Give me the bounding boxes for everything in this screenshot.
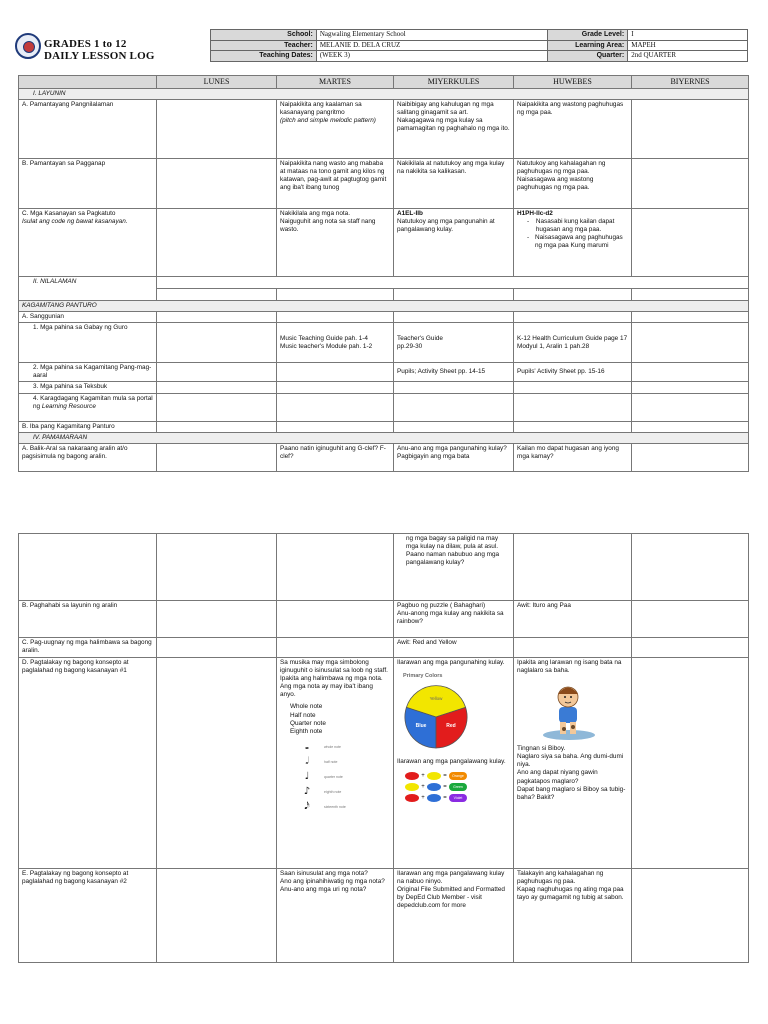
cell (514, 421, 632, 432)
cell: Pupils; Activity Sheet pp. 14-15 (394, 363, 514, 382)
cell: Kailan mo dapat hugasan ang iyong mga kamay? (514, 443, 632, 471)
cell (157, 601, 277, 638)
blue-blob-icon (427, 794, 441, 802)
cell (157, 443, 277, 471)
cell-text: (pitch and simple melodic pattern) (280, 117, 376, 125)
grade-value: I (628, 30, 748, 41)
cell: Natutukoy ang kahalagahan ng paghuhugas ng mga paa. Naisasagawa ang wastong paghuhugas ng mga paa. (514, 159, 632, 209)
day-header: LUNES (157, 76, 277, 89)
cell (632, 363, 749, 382)
cell (394, 209, 514, 277)
cell (157, 638, 277, 658)
section-layunin: I. LAYUNIN (19, 89, 749, 100)
yellow-blob-icon (427, 772, 441, 780)
row-label-kasanayan (19, 209, 157, 277)
cell (632, 421, 749, 432)
row-label-pagtalakay-1: D. Pagtalakay ng bagong konsepto at paglalahad ng bagong kasanayan #1 (19, 658, 157, 869)
row-label-teksbuk: 3. Mga pahina sa Teksbuk (19, 382, 157, 393)
cell (394, 382, 514, 393)
note-label: eighth note (324, 790, 342, 795)
cell (157, 159, 277, 209)
cell (157, 363, 277, 382)
dll-title: DAILY LESSON LOG (44, 50, 155, 62)
dates-value: (WEEK 3) (316, 51, 547, 62)
header-info-table (210, 29, 748, 62)
cell-text: Ilarawan ang mga pangunahing kulay. (397, 659, 505, 666)
school-value: Nagwaling Elementary School (316, 30, 547, 41)
cell (514, 312, 632, 323)
cell-text: Ipakita ang larawan ng isang bata na naglalaro sa baha. (517, 659, 622, 675)
cell: Naibibigay ang kahulugan ng mga salitang ginagamit sa art. Nakagagawa ng mga kulay sa pamamagitan ng paghahalo ng mga ito. (394, 100, 514, 159)
cell (632, 638, 749, 658)
blue-blob-icon (427, 783, 441, 791)
half-note-icon: 𝅗𝅥 (305, 756, 309, 768)
note-type: Eighth note (290, 727, 323, 735)
cell: K-12 Health Curriculum Guide page 17 Modyul 1, Aralin 1 pah.28 (514, 323, 632, 363)
school-label: School: (211, 30, 317, 41)
cell (514, 658, 632, 869)
row-label-gabay-guro: 1. Mga pahina sa Gabay ng Guro (19, 323, 157, 363)
note-type: Half note (290, 711, 316, 719)
cell-text: Natutukoy ang mga pangunahin at pangalawang kulay. (397, 218, 495, 234)
corner-cell (19, 76, 157, 89)
cell (157, 658, 277, 869)
row-label-pagtalakay-2: E. Pagtalakay ng bagong konsepto at paglalahad ng bagong kasanayan #2 (19, 869, 157, 963)
row-label-pag-uugnay: C. Pag-uugnay ng mga halimbawa sa bagong aralin. (19, 638, 157, 658)
skill-code: A1EL-IIb (397, 210, 423, 218)
day-header: MIYERKULES (394, 76, 514, 89)
primary-colors-pie (401, 682, 471, 752)
day-header: HUWEBES (514, 76, 632, 89)
cell-text: Isulat ang code ng bawat kasanayan. (22, 218, 128, 226)
cell-text: Learning Resource (41, 402, 96, 410)
cell (632, 382, 749, 393)
dates-label: Teaching Dates: (211, 51, 317, 62)
cell-text: Sa musika may mga simbolong iginuguhit o isinusulat sa loob ng staff. Ipakita ang halimbawa ng mga nota. Ang mga nota ay may iba't ibang anyo. (280, 659, 388, 699)
cell (157, 534, 277, 601)
cell (157, 277, 749, 289)
cell: Pupils' Activity Sheet pp. 15-16 (514, 363, 632, 382)
cell (277, 312, 394, 323)
cell (632, 393, 749, 421)
note-type: Whole note (290, 703, 323, 711)
cell (632, 289, 749, 301)
cell: Awit: Ituro ang Paa (514, 601, 632, 638)
cell (277, 601, 394, 638)
section-kagamitan: KAGAMITANG PANTURO (19, 301, 749, 312)
note-label: whole note (324, 745, 341, 750)
row-label-balik-aral: A. Balik-Aral sa nakaraang aralin at/o pagsisimula ng bagong aralin. (19, 443, 157, 471)
cell-text: Ilarawan ang mga pangalawang kulay. (397, 758, 506, 766)
row-label-pamantayang-pangnilalaman: A. Pamantayang Pangnilalaman (19, 100, 157, 159)
cell (157, 869, 277, 963)
cell (277, 393, 394, 421)
row-label-kagamitang-mag-aaral: 2. Mga pahina sa Kagamitang Pang-mag-aaral (19, 363, 157, 382)
section-pamamaraan: IV. PAMAMARAAN (19, 432, 749, 443)
cell-text: C. Mga Kasanayan sa Pagkatuto (22, 210, 116, 218)
row-label-pamantayan-pagganap: B. Pamantayan sa Pagganap (19, 159, 157, 209)
child-playing-in-flood-image (539, 679, 599, 741)
cell (277, 363, 394, 382)
cell: Paano natin iginuguhit ang G-clef? F-clef? (277, 443, 394, 471)
violet-result: Violet (449, 794, 467, 802)
cell: H1PH-IIc-d2 - Nasasabi kung kailan dapat hugasan ang mga paa. - Naisasagawa ang paghuhugas ng mga paa Kung marumi (514, 209, 632, 277)
cell (157, 312, 277, 323)
grade-label: Grade Level: (548, 30, 628, 41)
day-header: BIYERNES (632, 76, 749, 89)
cell (632, 209, 749, 277)
cell (394, 658, 514, 869)
cell (157, 382, 277, 393)
cell-text: Naisasagawa ang paghuhugas ng mga paa Kung marumi (534, 234, 623, 250)
area-value: MAPEH (628, 40, 748, 51)
section-nilalaman: II. NILALAMAN (19, 277, 157, 301)
cell: Saan isinusulat ang mga nota? Ano ang ipinahihiwatig ng mga nota? Anu-ano ang mga uri ng nota? (277, 869, 394, 963)
cell: ng mga bagay sa paligid na may mga kulay na dilaw, pula at asul. Paano naman nabubuo ang mga pangalawang kulay? (394, 534, 514, 601)
cell (632, 869, 749, 963)
lesson-table-page1 (18, 75, 749, 472)
secondary-colors-mixing: + = Orange + = Green + = Violet (397, 770, 510, 803)
cell (157, 393, 277, 421)
cell (19, 534, 157, 601)
cell (632, 100, 749, 159)
orange-result: Orange (449, 772, 467, 780)
cell (277, 638, 394, 658)
cell (632, 312, 749, 323)
cell (277, 534, 394, 601)
eighth-note-icon: ♪ (303, 786, 311, 798)
cell (394, 421, 514, 432)
cell: Naipakikita ang wastong paghuhugas ng mga paa. (514, 100, 632, 159)
row-label-iba-pang-kagamitan: B. Iba pang Kagamitang Panturo (19, 421, 157, 432)
cell (157, 421, 277, 432)
note-type: Quarter note (290, 719, 326, 727)
cell (277, 658, 394, 869)
cell (157, 209, 277, 277)
row-label-learning-resource (19, 393, 157, 421)
quarter-label: Quarter: (548, 51, 628, 62)
yellow-blob-icon (405, 783, 419, 791)
notes-illustration (298, 740, 390, 815)
cell (277, 382, 394, 393)
cell (514, 289, 632, 301)
deped-seal-icon (15, 33, 41, 59)
cell: Naipakikita nang wasto ang mababa at mataas na tono gamit ang kilos ng katawan, pag-awit at pagtugtog gamit ang iba't ibang tunog (277, 159, 394, 209)
lesson-table-page2 (18, 533, 749, 963)
cell: Pagbuo ng puzzle ( Bahaghari) Anu-anong mga kulay ang nakikita sa rainbow? (394, 601, 514, 638)
sixteenth-note-icon: 𝅘𝅥𝅯 (304, 801, 310, 813)
cell-text: Naipakikita ang kaalaman sa kasanayang pangritmo (280, 101, 362, 117)
primary-colors-title: Primary Colors (403, 673, 443, 680)
day-header: MARTES (277, 76, 394, 89)
note-label: half note (324, 760, 338, 765)
teacher-label: Teacher: (211, 40, 317, 51)
cell: Nakikilala ang mga nota. Naiguguhit ang nota sa staff nang wasto. (277, 209, 394, 277)
pie-label-yellow: Yellow (429, 696, 443, 702)
cell-text: 4. Karagdagang Kagamitan mula sa portal ng (33, 394, 153, 410)
cell (157, 323, 277, 363)
quarter-value: 2nd QUARTER (628, 51, 748, 62)
cell-text: Nasasabi kung kailan dapat hugasan ang mga paa. (535, 218, 615, 234)
cell: Ilarawan ang mga pangalawang kulay na nabuo ninyo. Original File Submitted and Formatted by DepEd Club Member - visit depedclub.com for more (394, 869, 514, 963)
cell (157, 289, 277, 301)
cell (277, 100, 394, 159)
grades-title: GRADES 1 to 12 (44, 38, 127, 50)
cell: Talakayin ang kahalagahan ng paghuhugas ng paa. Kapag naghuhugas ng ating mga paa tayo ay gumagamit ng tubig at sabon. (514, 869, 632, 963)
cell (157, 100, 277, 159)
cell (632, 323, 749, 363)
green-result: Green (449, 783, 467, 791)
cell (514, 393, 632, 421)
cell: Anu-ano ang mga pangunahing kulay? Pagbigayin ang mga bata (394, 443, 514, 471)
red-blob-icon (405, 794, 419, 802)
teacher-value: MELANIE D. DELA CRUZ (316, 40, 547, 51)
cell (277, 421, 394, 432)
cell (514, 382, 632, 393)
pie-label-blue: Blue (415, 723, 427, 730)
area-label: Learning Area: (548, 40, 628, 51)
cell-text: Tingnan si Biboy. Naglaro siya sa baha. Ang dumi-dumi niya. Ano ang dapat niyang gawin pagkatapos maglaro? Dapat bang maglaro si Biboy sa tubig-baha? Bakit? (517, 745, 626, 801)
cell: Awit: Red and Yellow (394, 638, 514, 658)
cell (632, 658, 749, 869)
cell (514, 638, 632, 658)
quarter-note-icon: ♩ (304, 771, 310, 783)
cell (632, 601, 749, 638)
skill-code: H1PH-IIc-d2 (517, 210, 553, 218)
row-label-sanggunian: A. Sanggunian (19, 312, 157, 323)
cell (632, 159, 749, 209)
row-label-paghahabi: B. Paghahabi sa layunin ng aralin (19, 601, 157, 638)
pie-label-red: Red (446, 723, 456, 730)
cell: Nakikilala at natutukoy ang mga kulay na nakikita sa kalikasan. (394, 159, 514, 209)
cell (632, 534, 749, 601)
cell (394, 393, 514, 421)
cell: Teacher's Guide pp.29-30 (394, 323, 514, 363)
note-label: sixteenth note (324, 805, 346, 810)
cell: Music Teaching Guide pah. 1-4 Music teacher's Module pah. 1-2 (277, 323, 394, 363)
cell (277, 289, 394, 301)
cell (394, 312, 514, 323)
cell (632, 443, 749, 471)
whole-note-icon: 𝅝 (305, 741, 309, 753)
red-blob-icon (405, 772, 419, 780)
note-label: quarter note (324, 775, 343, 780)
cell (514, 534, 632, 601)
cell (394, 289, 514, 301)
